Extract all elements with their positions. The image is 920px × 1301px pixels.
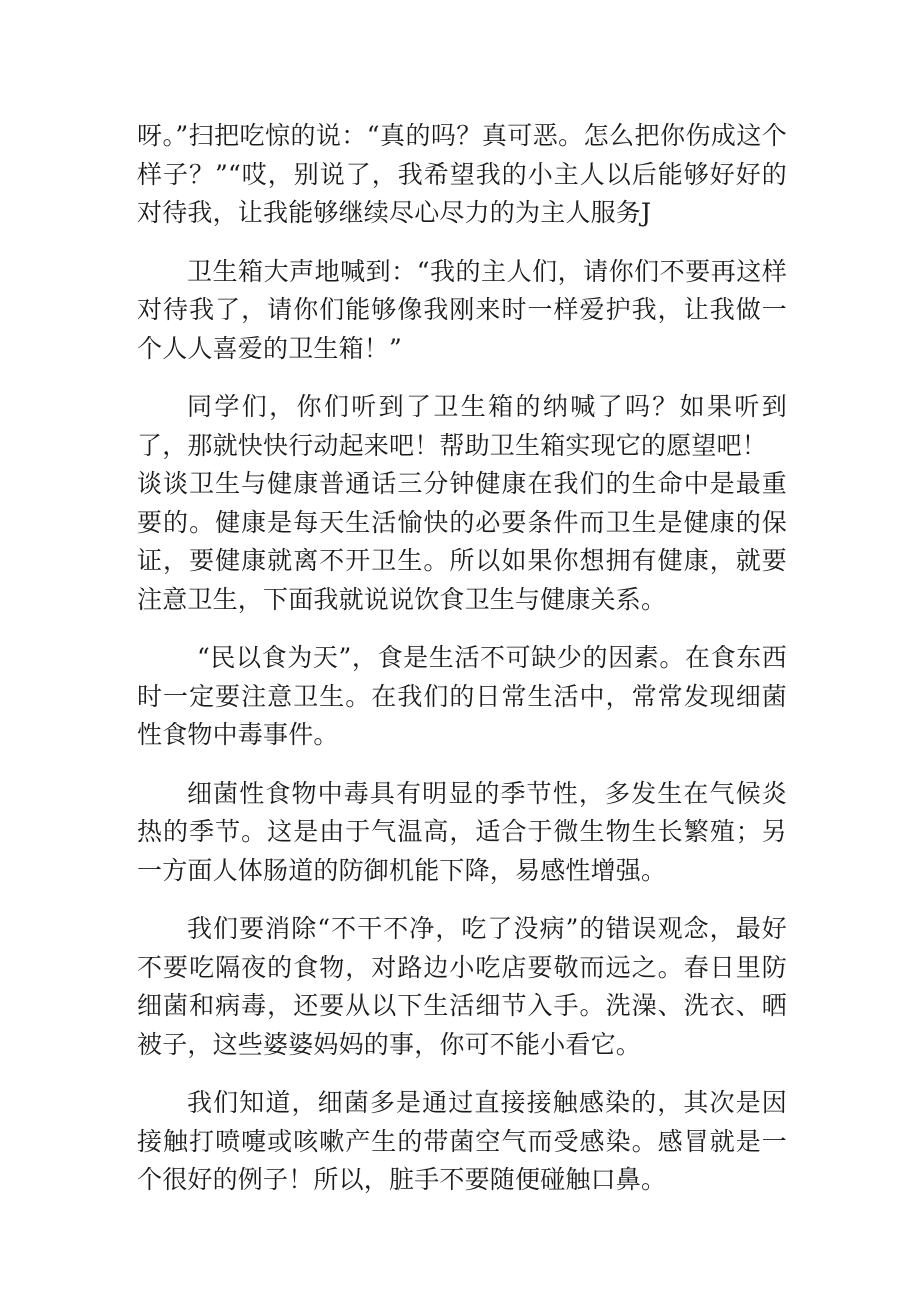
paragraph-prevention-habits: 我们要消除“不干不净，吃了没病”的错误观念，最好不要吃隔夜的食物，对路边小吃店要敬而远之。春日里防细菌和病毒，还要从以下生活细节入手。洗澡、洗衣、晒被子，这些婆婆妈妈的事，你可不能小看它。 xyxy=(137,914,787,1059)
document-body xyxy=(137,117,787,1200)
paragraph-health-box-plea: 卫生箱大声地喊到：“我的主人们，请你们不要再这样对待我了，请你们能够像我刚来时一样爱护我，让我做一个人人喜爱的卫生箱！” xyxy=(137,256,787,363)
paragraph-call-to-action: 同学们，你们听到了卫生箱的纳喊了吗？如果听到了，那就快快行动起来吧！帮助卫生箱实现它的愿望吧！ xyxy=(137,392,787,460)
paragraph-seasonal-poisoning: 细菌性食物中毒具有明显的季节性，多发生在气候炎热的季节。这是由于气温高，适合于微生物生长繁殖；另一方面人体肠道的防御机能下降，易感性增强。 xyxy=(137,778,787,885)
paragraph-health-intro: 谈谈卫生与健康普通话三分钟健康在我们的生命中是最重要的。健康是每天生活愉快的必要条件而卫生是健康的保证，要健康就离不开卫生。所以如果你想拥有健康，就要注意卫生，下面我就说说饮食卫生与健康关系。 xyxy=(137,469,787,614)
paragraph-broom-dialogue: 呀。”扫把吃惊的说：“真的吗？真可恶。怎么把你伤成这个样子？”“哎，别说了，我希望我的小主人以后能够好好的对待我，让我能够继续尽心尽力的为主人服务J xyxy=(137,121,787,227)
paragraph-contact-infection: 我们知道，细菌多是通过直接接触感染的，其次是因接触打喷嚏或咳嗽产生的带菌空气而受感染。感冒就是一个很好的例子！所以，脏手不要随便碰触口鼻。 xyxy=(137,1088,787,1194)
paragraph-food-hygiene: “民以食为天”，食是生活不可缺少的因素。在食东西时一定要注意卫生。在我们的日常生活中，常常发现细菌性食物中毒事件。 xyxy=(137,643,787,749)
